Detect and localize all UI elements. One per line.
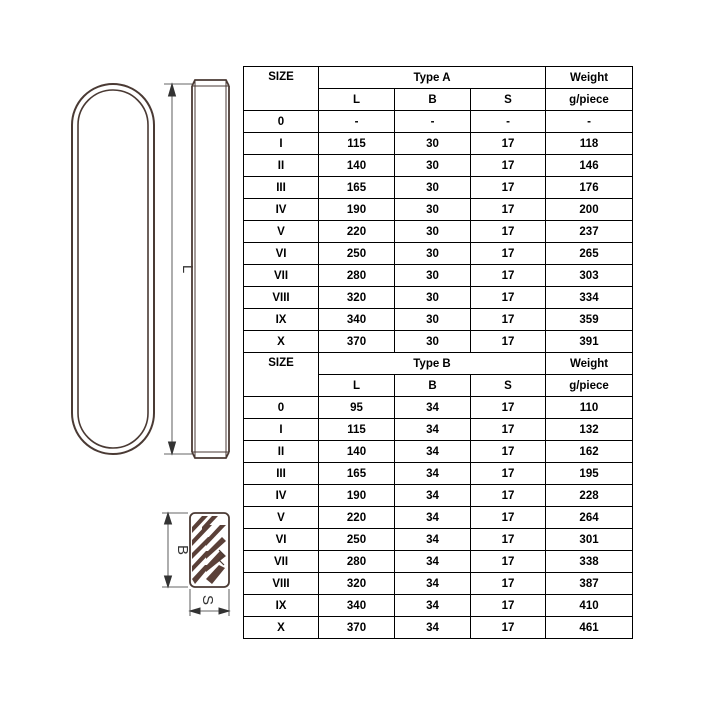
weight-cell: 265 <box>546 243 633 265</box>
table-row <box>244 155 633 177</box>
cross-section <box>190 513 229 587</box>
l-cell: 190 <box>319 199 395 221</box>
size-cell: VI <box>244 529 319 551</box>
weight-unit-header: g/piece <box>546 89 633 111</box>
l-cell: 220 <box>319 221 395 243</box>
b-cell: 34 <box>395 529 471 551</box>
s-cell: 17 <box>471 573 546 595</box>
b-cell: 34 <box>395 551 471 573</box>
s-cell: 17 <box>471 485 546 507</box>
weight-cell: 338 <box>546 551 633 573</box>
size-cell: II <box>244 155 319 177</box>
table-row <box>244 243 633 265</box>
size-header: SIZE <box>244 67 319 111</box>
weight-header: Weight <box>546 67 633 89</box>
weight-cell: 359 <box>546 309 633 331</box>
weight-header: Weight <box>546 353 633 375</box>
weight-cell: 146 <box>546 155 633 177</box>
l-cell: 140 <box>319 441 395 463</box>
b-cell: 34 <box>395 463 471 485</box>
weight-cell: 200 <box>546 199 633 221</box>
weight-cell: 391 <box>546 331 633 353</box>
s-cell: 17 <box>471 309 546 331</box>
b-cell: - <box>395 111 471 133</box>
l-cell: 165 <box>319 463 395 485</box>
table-row <box>244 265 633 287</box>
table-row <box>244 287 633 309</box>
s-cell: 17 <box>471 133 546 155</box>
weight-cell: 334 <box>546 287 633 309</box>
s-cell: 17 <box>471 617 546 639</box>
front-view <box>72 84 154 454</box>
table-row <box>244 595 633 617</box>
l-cell: 280 <box>319 265 395 287</box>
b-cell: 30 <box>395 199 471 221</box>
s-cell: 17 <box>471 155 546 177</box>
b-cell: 34 <box>395 595 471 617</box>
l-cell: 340 <box>319 309 395 331</box>
size-cell: X <box>244 331 319 353</box>
table-row <box>244 507 633 529</box>
s-cell: 17 <box>471 243 546 265</box>
b-cell: 30 <box>395 221 471 243</box>
weight-cell: 410 <box>546 595 633 617</box>
size-cell: IV <box>244 485 319 507</box>
size-cell: X <box>244 617 319 639</box>
table-row <box>244 573 633 595</box>
l-cell: 95 <box>319 397 395 419</box>
s-cell: 17 <box>471 177 546 199</box>
s-cell: 17 <box>471 221 546 243</box>
size-cell: III <box>244 177 319 199</box>
size-cell: VI <box>244 243 319 265</box>
l-cell: 250 <box>319 529 395 551</box>
table-row <box>244 309 633 331</box>
size-cell: VIII <box>244 573 319 595</box>
b-cell: 34 <box>395 573 471 595</box>
b-cell: 30 <box>395 155 471 177</box>
type-header: Type B <box>319 353 546 375</box>
table-row <box>244 485 633 507</box>
b-cell: 34 <box>395 419 471 441</box>
s-cell: - <box>471 111 546 133</box>
length-dimension-label: L <box>179 264 196 274</box>
l-cell: - <box>319 111 395 133</box>
l-cell: 165 <box>319 177 395 199</box>
weight-cell: 110 <box>546 397 633 419</box>
size-cell: 0 <box>244 397 319 419</box>
table-row <box>244 111 633 133</box>
l-cell: 220 <box>319 507 395 529</box>
l-cell: 320 <box>319 287 395 309</box>
weight-cell: 237 <box>546 221 633 243</box>
table-row <box>244 551 633 573</box>
l-cell: 340 <box>319 595 395 617</box>
s-cell: 17 <box>471 463 546 485</box>
table-row <box>244 199 633 221</box>
column-l-header: L <box>319 375 395 397</box>
b-cell: 34 <box>395 397 471 419</box>
type-b-table <box>243 352 633 639</box>
l-cell: 370 <box>319 331 395 353</box>
b-cell: 34 <box>395 507 471 529</box>
s-cell: 17 <box>471 199 546 221</box>
weight-cell: 303 <box>546 265 633 287</box>
size-cell: IV <box>244 199 319 221</box>
table-row <box>244 331 633 353</box>
table-row <box>244 133 633 155</box>
s-cell: 17 <box>471 551 546 573</box>
s-cell: 17 <box>471 287 546 309</box>
column-l-header: L <box>319 89 395 111</box>
weight-cell: - <box>546 111 633 133</box>
b-cell: 34 <box>395 485 471 507</box>
side-view <box>192 80 229 458</box>
size-cell: I <box>244 133 319 155</box>
weight-cell: 461 <box>546 617 633 639</box>
b-cell: 30 <box>395 265 471 287</box>
b-cell: 30 <box>395 243 471 265</box>
s-cell: 17 <box>471 265 546 287</box>
table-row <box>244 397 633 419</box>
s-cell: 17 <box>471 441 546 463</box>
l-cell: 320 <box>319 573 395 595</box>
s-cell: 17 <box>471 507 546 529</box>
weight-cell: 118 <box>546 133 633 155</box>
table-header-row <box>244 67 633 89</box>
table-row <box>244 617 633 639</box>
table-row <box>244 419 633 441</box>
weight-cell: 195 <box>546 463 633 485</box>
column-s-header: S <box>471 89 546 111</box>
b-cell: 34 <box>395 441 471 463</box>
table-row <box>244 529 633 551</box>
weight-cell: 264 <box>546 507 633 529</box>
weight-cell: 162 <box>546 441 633 463</box>
s-cell: 17 <box>471 331 546 353</box>
type-a-table <box>243 66 633 353</box>
b-cell: 30 <box>395 309 471 331</box>
l-cell: 115 <box>319 419 395 441</box>
column-b-header: B <box>395 375 471 397</box>
size-cell: I <box>244 419 319 441</box>
l-cell: 250 <box>319 243 395 265</box>
size-cell: II <box>244 441 319 463</box>
size-cell: IX <box>244 309 319 331</box>
s-cell: 17 <box>471 419 546 441</box>
size-cell: V <box>244 221 319 243</box>
b-cell: 34 <box>395 617 471 639</box>
table-row <box>244 463 633 485</box>
column-b-header: B <box>395 89 471 111</box>
b-cell: 30 <box>395 331 471 353</box>
b-cell: 30 <box>395 177 471 199</box>
weight-cell: 176 <box>546 177 633 199</box>
s-cell: 17 <box>471 397 546 419</box>
front-view-outer <box>72 84 154 454</box>
size-cell: V <box>244 507 319 529</box>
weight-cell: 387 <box>546 573 633 595</box>
type-header: Type A <box>319 67 546 89</box>
l-cell: 190 <box>319 485 395 507</box>
weight-unit-header: g/piece <box>546 375 633 397</box>
l-cell: 370 <box>319 617 395 639</box>
size-cell: III <box>244 463 319 485</box>
weight-cell: 132 <box>546 419 633 441</box>
table-row <box>244 221 633 243</box>
column-s-header: S <box>471 375 546 397</box>
l-cell: 140 <box>319 155 395 177</box>
l-cell: 280 <box>319 551 395 573</box>
weight-cell: 301 <box>546 529 633 551</box>
front-view-inner <box>78 90 148 448</box>
thickness-dimension-label: S <box>199 594 216 606</box>
b-cell: 30 <box>395 287 471 309</box>
weight-cell: 228 <box>546 485 633 507</box>
size-cell: 0 <box>244 111 319 133</box>
s-cell: 17 <box>471 595 546 617</box>
size-cell: VII <box>244 265 319 287</box>
table-row <box>244 177 633 199</box>
size-cell: VII <box>244 551 319 573</box>
size-cell: VIII <box>244 287 319 309</box>
b-cell: 30 <box>395 133 471 155</box>
width-dimension-label: B <box>174 544 191 556</box>
size-cell: IX <box>244 595 319 617</box>
l-cell: 115 <box>319 133 395 155</box>
table-row <box>244 441 633 463</box>
s-cell: 17 <box>471 529 546 551</box>
table-header-row <box>244 353 633 375</box>
size-header: SIZE <box>244 353 319 397</box>
